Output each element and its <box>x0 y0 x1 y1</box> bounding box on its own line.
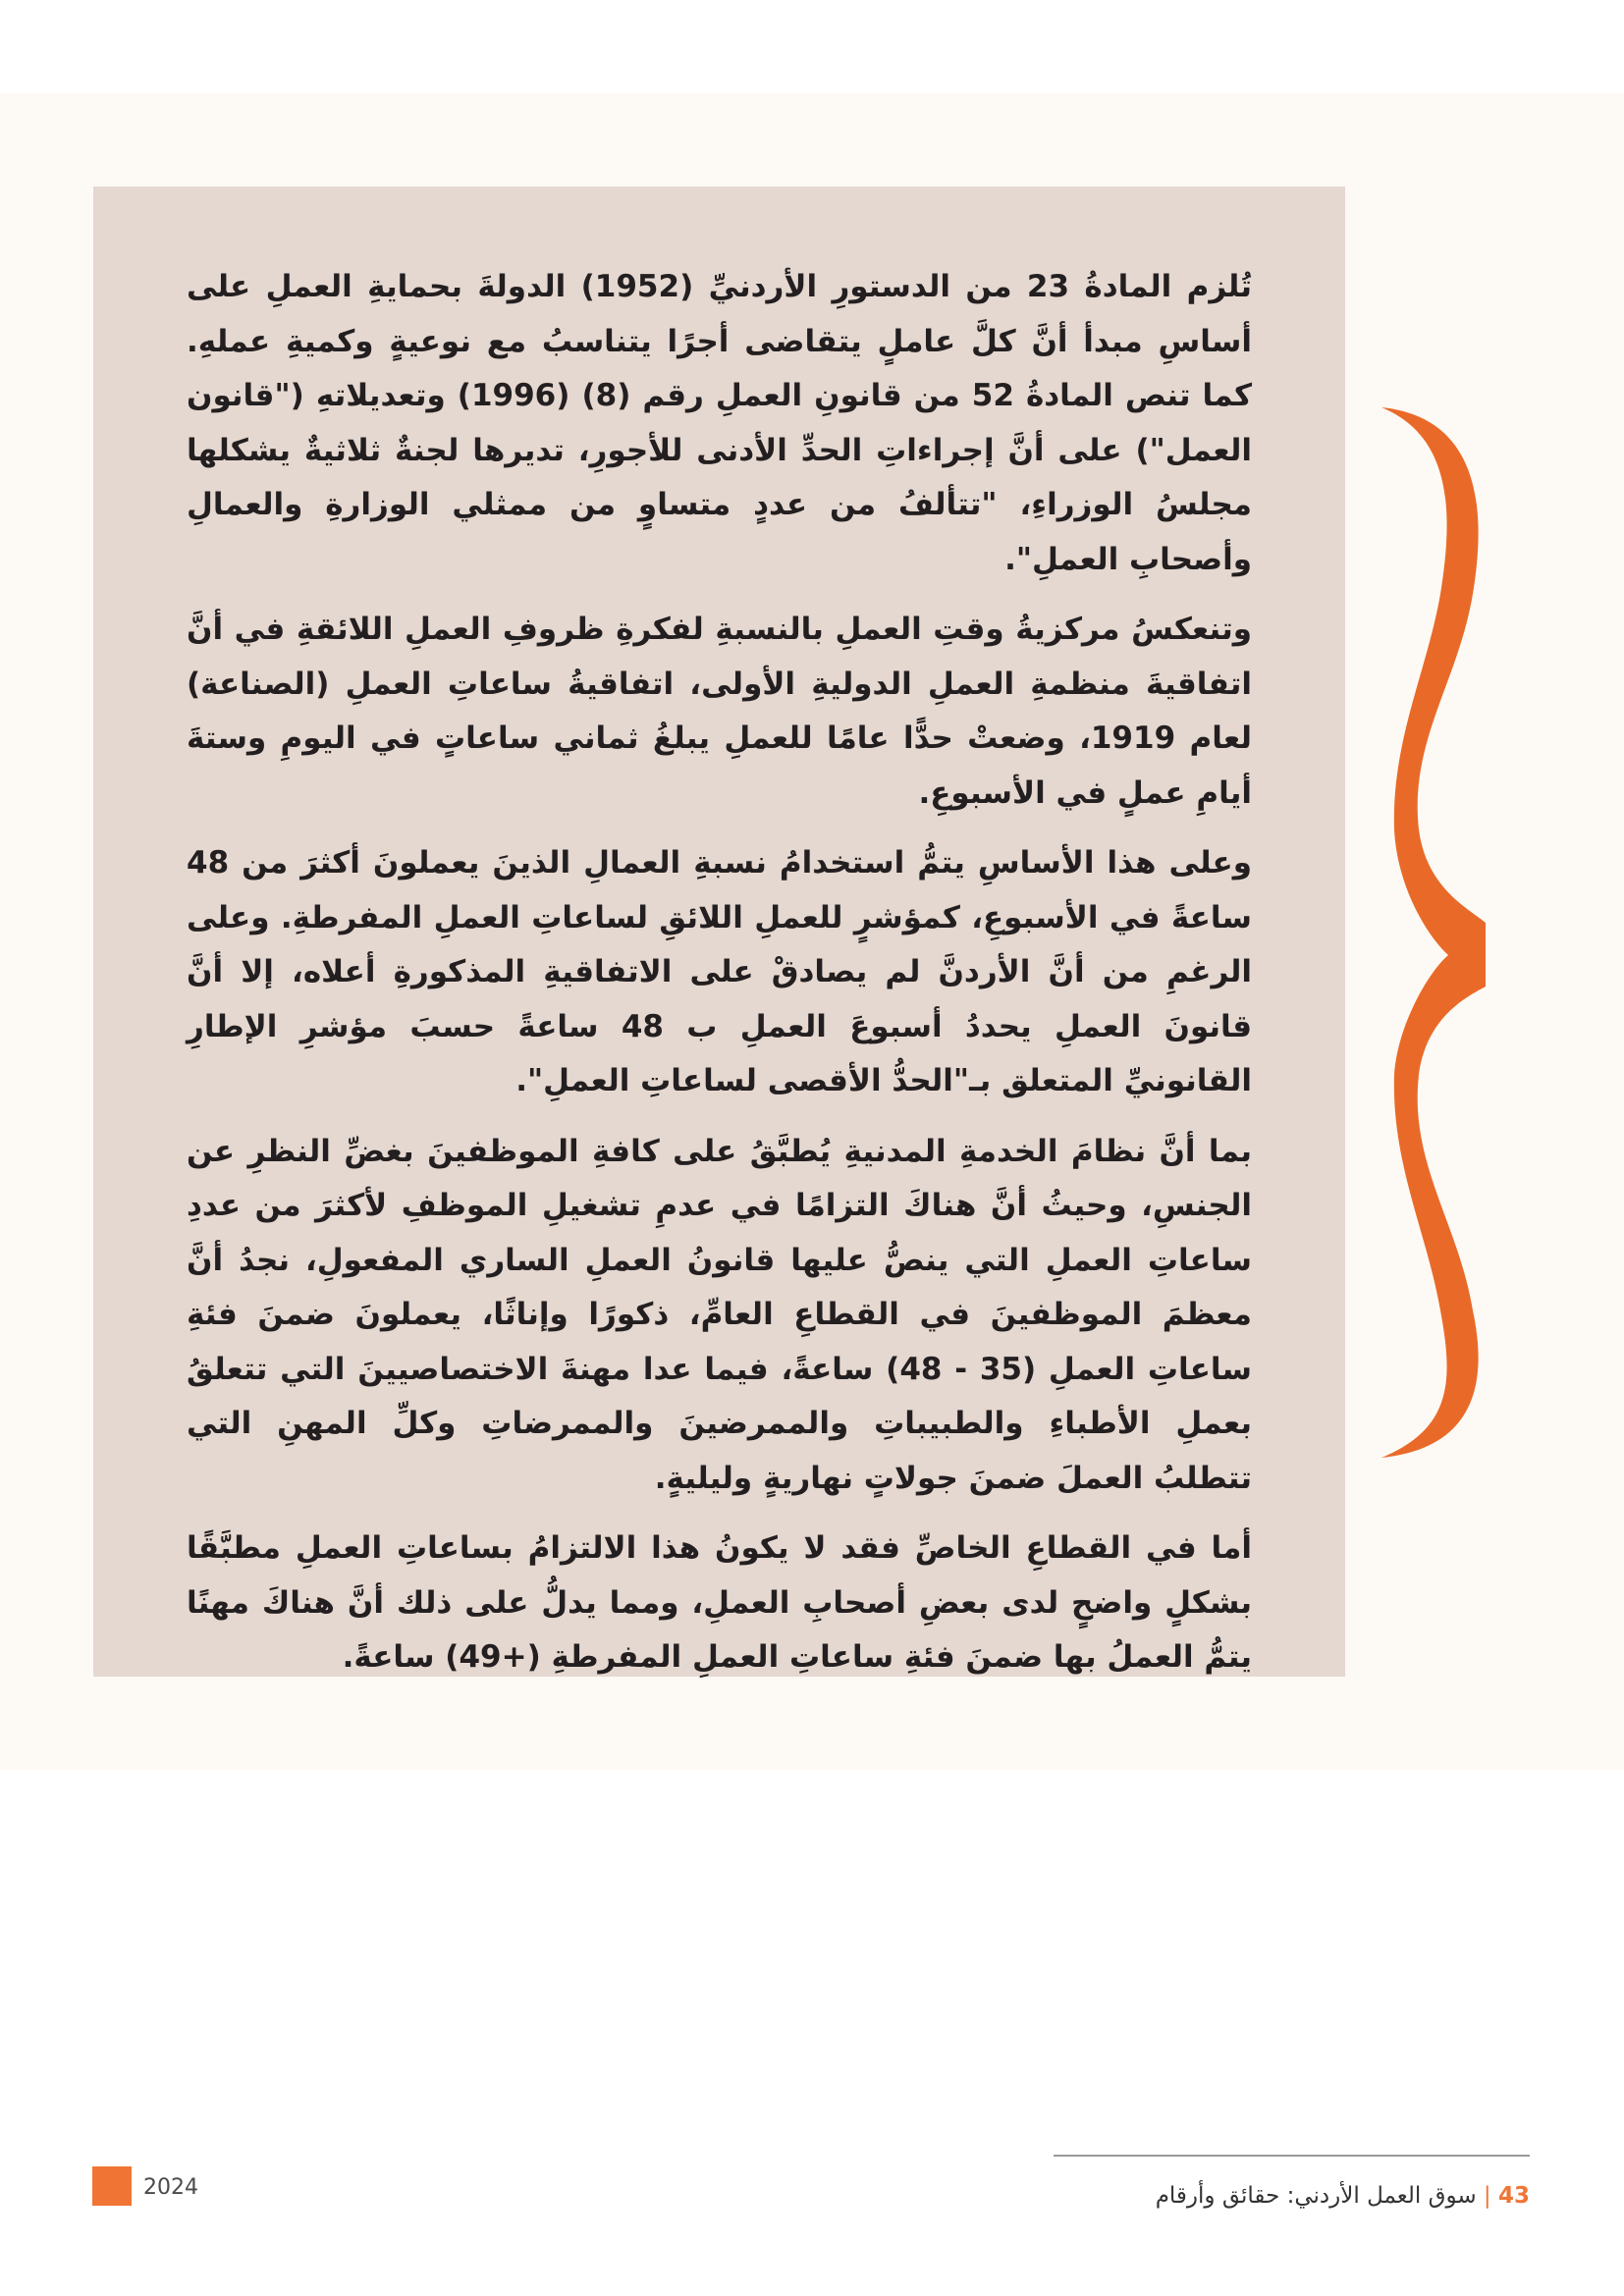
footer-year: 2024 <box>143 2175 198 2200</box>
paragraph: تُلزم المادةُ 23 من الدستورِ الأردنيِّ (1952) الدولةَ بحمايةِ العملِ على أساسِ مبدأ أنَّ كلَّ عاملٍ يتقاضى أجرًا يتناسبُ مع نوعيةٍ وكميةِ عملهِ. كما تنص المادةُ 52 من قانونِ العملِ رقم (8) (1996) وتعديلاتهِ ("قانون العمل") على أنَّ إجراءاتِ الحدِّ الأدنى للأجورِ، تديرها لجنةٌ ثلاثيةٌ يشكلها مجلسُ الوزراءِ، "تتألفُ من عددٍ متساوٍ من ممثلي الوزارةِ والعمالِ وأصحابِ العملِ". <box>187 269 1252 577</box>
paragraph: أما في القطاعِ الخاصِّ فقد لا يكونُ هذا الالتزامُ بساعاتِ العملِ مطبَّقًا بشكلٍ واضحٍ لدى بعضِ أصحابِ العملِ، ومما يدلُّ على ذلك أنَّ هناكَ مهنًا يتمُّ العملُ بها ضمنَ فئةِ ساعاتِ العملِ المفرطةِ (+49) ساعةً. <box>187 1530 1252 1675</box>
curly-bracket-decoration <box>1370 398 1507 1468</box>
footer-separator: | <box>1483 2183 1491 2209</box>
footer-divider <box>1054 2155 1530 2157</box>
footer-running-title <box>1156 2183 1530 2209</box>
publication-title: سوق العمل الأردني: حقائق وأرقام <box>1155 2183 1477 2209</box>
page-number: 43 <box>1497 2183 1530 2209</box>
footer-accent-square <box>92 2166 132 2206</box>
paragraph: وتنعكسُ مركزيةُ وقتِ العملِ بالنسبةِ لفكرةِ ظروفِ العملِ اللائقةِ في أنَّ اتفاقيةَ منظمةِ العملِ الدوليةِ الأولى، اتفاقيةُ ساعاتِ العملِ (الصناعة) لعام 1919، وضعتْ حدًّا عامًا للعملِ يبلغُ ثماني ساعاتٍ في اليومِ وستةَ أيامِ عملٍ في الأسبوعِ. <box>187 612 1252 811</box>
paragraph: وعلى هذا الأساسِ يتمُّ استخدامُ نسبةِ العمالِ الذينَ يعملونَ أكثرَ من 48 ساعةً في الأسبوعِ، كمؤشرٍ للعملِ اللائقِ لساعاتِ العملِ المفرطةِ. وعلى الرغمِ من أنَّ الأردنَّ لم يصادقْ على الاتفاقيةِ المذكورةِ أعلاه، إلا أنَّ قانونَ العملِ يحددُ أسبوعَ العملِ ب 48 ساعةً حسبَ مؤشرِ الإطارِ القانونيِّ المتعلق بـ"الحدُّ الأقصى لساعاتِ العملِ". <box>187 845 1252 1098</box>
article-body <box>187 260 1252 1701</box>
paragraph: بما أنَّ نظامَ الخدمةِ المدنيةِ يُطبَّقُ على كافةِ الموظفينَ بغضِّ النظرِ عن الجنسِ، وحيثُ أنَّ هناكَ التزامًا في عدمِ تشغيلِ الموظفِ لأكثرَ من عددِ ساعاتِ العملِ التي ينصُّ عليها قانونُ العملِ الساري المفعولِ، نجدُ أنَّ معظمَ الموظفينَ في القطاعِ العامِّ، ذكورًا وإناثًا، يعملونَ ضمنَ فئةِ ساعاتِ العملِ (35 - 48) ساعةً، فيما عدا مهنةَ الاختصاصيينَ التي تتعلقُ بعملِ الأطباءِ والطبيباتِ والممرضينَ والممرضاتِ وكلِّ المهنِ التي تتطلبُ العملَ ضمنَ جولاتٍ نهاريةٍ وليليةٍ. <box>187 1133 1253 1496</box>
